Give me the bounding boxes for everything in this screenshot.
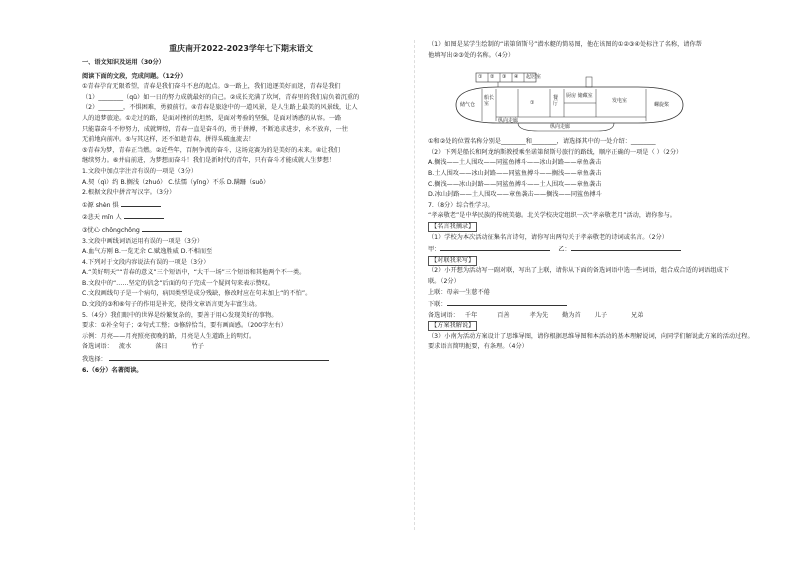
- diagram-label: ②: [490, 74, 495, 81]
- section-tag: 【方案我解说】: [428, 321, 477, 331]
- diagram-room: 船长室: [484, 95, 495, 108]
- question-5: 5.（4分）我们眼中的世界是纷繁复杂的，要善于用心发现美好的事物。: [82, 311, 278, 319]
- question-6-2: （2）下列是船长和阿龙纳斯教授乘坐诺第留斯号旅行的路线，顺序正确的一项是（ ）（2分）: [428, 148, 683, 156]
- passage-line: 继续努力。⑥并肩前进，为梦想而奋斗！我们是新时代的青年，只有奋斗才能成就人生梦想！: [82, 157, 336, 165]
- submarine-diagram: [438, 65, 698, 135]
- diagram-corridor: 纵向走廊: [498, 118, 519, 125]
- right-column: [428, 40, 758, 353]
- diagram-corridor: 纵向走廊: [550, 124, 571, 131]
- couplet-upper: 上联：母亲一生慈不倦: [428, 288, 490, 296]
- question-4: 4.下列对于文段内容说法有误的一项是（3分）: [82, 258, 210, 266]
- question-3-options: A.血气方刚 B.一览无余 C.赋逸胜威 D.不相而至: [82, 248, 213, 256]
- question-7-2: （2）小开想为活动写一副对联，写出了上联，请你从下面的备选词语中选一些词语，组合成合适的词语组成下: [428, 267, 729, 275]
- section-tag: 【对联我来写】: [428, 256, 477, 266]
- couplet-lower: 下联：: [428, 298, 758, 311]
- question-7-1-answers: 甲： 乙：: [428, 243, 758, 256]
- question-2: 2.根据文段中拼音写汉字。（3分）: [82, 189, 176, 197]
- page-title: 重庆南开2022-2023学年七下期末语文: [169, 44, 313, 53]
- left-column: [82, 58, 400, 376]
- question-5-words: 备选词语： 流水 落日 竹子: [82, 343, 204, 351]
- diagram-room: 餐厅: [553, 95, 559, 108]
- diagram-room: 厨房 储藏室: [566, 93, 593, 100]
- answer-blank[interactable]: [447, 298, 567, 306]
- question-6: 6.（6分）名著阅读。: [82, 366, 143, 374]
- question-2-item: ①源 shèn 惧: [82, 199, 400, 212]
- question-7: 7.（8分）综合性学习。: [428, 201, 494, 209]
- column-divider: [414, 40, 415, 530]
- passage-line: 只能靠奋斗不停努力，成就辉煌，青春一直是奋斗的，勇于拼搏，不断追求进步，永不放弃，一往: [82, 125, 349, 133]
- question-1-options: A.契（qì）约 B.搁浅（zhuó） C.怯懦（yǐng）不乐 D.蹒跚（suǒ）: [82, 178, 270, 186]
- question-1: 1.文段中加点字注音有误的一项是（3分）: [82, 167, 198, 175]
- diagram-label: ③: [502, 74, 507, 81]
- answer-blank[interactable]: [109, 353, 329, 361]
- question-7-3: （3）小南为活动方案设计了思维导图，请你根据思维导图和本活动的基本理解说词，向同学们解说此方案的活动过程。: [428, 332, 754, 340]
- question-7-1: （1）学校为本次活动征集名言诗句，请你写出两句关于孝亲敬老的诗词或名言。（2分）: [428, 233, 668, 241]
- passage-line: ⑤青春为梦，青春正当燃。②近些年，百舸争流的奋斗，这场竞赛为的是美好的未来。④让我们: [82, 146, 340, 154]
- question-2-item: ②悲天 mǐn 人: [82, 211, 400, 224]
- question-6-1b: 他填写出②③处的名称。（4分）: [428, 51, 515, 59]
- diagram-room: ①: [530, 100, 535, 107]
- section-tag: 【名言我摘录】: [428, 222, 477, 232]
- passage-line: （2）________，不惧困难，勇毅前行。④青春是旅途中的一道风景，是人生路上最美的风景线，让人: [82, 104, 358, 112]
- question-4-option: D.文段的③和⑥句子的作用是补充，使得文章语言更为丰富生动。: [82, 301, 261, 309]
- question-4-option: C.文段画线句子是一个病句，病因类型是成分残缺，修改时应在句末加上“的不怕”。: [82, 290, 312, 298]
- question-4-option: A.“美好明天”“青春的意义”三个短语中，“大干一场”三个短语和其他两个不一类。: [82, 269, 306, 277]
- diagram-label: ①: [478, 74, 483, 81]
- diagram-room: 储气仓: [460, 102, 476, 109]
- reading-heading: 阅读下面的文段，完成问题。（12分）: [82, 72, 187, 80]
- diagram-label: ④: [514, 74, 519, 81]
- question-6-1: （1）如图是某学生绘制的“诺第留斯号”潜水艇的简易图，他在该图的①②③④处标注了名称，请你帮: [428, 41, 702, 48]
- answer-blank[interactable]: [142, 224, 182, 232]
- answer-blank[interactable]: [440, 243, 550, 251]
- passage-line: 人的追梦旅途。①走过的路，是面对挫折的坦然，是面对考验的坚强，是面对诱惑的从容。一路: [82, 114, 342, 122]
- answer-blank[interactable]: [124, 211, 164, 219]
- question-6-2-option: B.土人围攻——冰山封路——同鲨鱼搏斗——搁浅——章鱼袭击: [428, 169, 602, 177]
- question-4-option: B.文段中的“……坚定的信念”后面的句子完成一个疑问句来表示赞叹。: [82, 279, 275, 287]
- passage-line: ①青春孕育无限希望，青春是我们奋斗不息的起点。③一路上，我们追逐美好而迷，青春是我们: [82, 83, 341, 91]
- section-heading: 一、语文知识及运用（30分）: [82, 59, 165, 66]
- diagram-room: 螺旋桨: [654, 102, 670, 109]
- answer-blank[interactable]: [571, 243, 681, 251]
- question-7-2b: 联。（2分）: [428, 277, 460, 285]
- question-6-2-option: C.搁浅——冰山封路——同鲨鱼搏斗——土人围攻——章鱼袭击: [428, 180, 602, 188]
- question-6-2-option: D.冰山封路——土人围攻——章鱼袭击——搁浅——同鲨鱼搏斗: [428, 191, 602, 199]
- diagram-label: 起居室: [526, 74, 542, 81]
- question-7-intro: “孝亲敬老”是中华民族的传统美德。北关学校决定组织一次“孝亲敬老月”活动，请你参与。: [428, 212, 676, 220]
- question-5-note: 要求：①补全句子；②句式工整；③修辞恰当，要有画面感。（200字左右）: [82, 322, 287, 330]
- diagram-room: 发电室: [612, 98, 628, 105]
- question-3: 3.文段中画线词语运用有误的一项是（3分）: [82, 237, 204, 245]
- question-6-2-option: A.搁浅——土人围攻——同鲨鱼搏斗——冰山封路——章鱼袭击: [428, 159, 602, 167]
- passage-line: 无前地向前冲。⑤与其这样，还不如趁青春，拼得头破血流去！: [82, 136, 255, 144]
- question-2-item: ③忧心 chōngchōng: [82, 224, 400, 237]
- question-6-1-fill: ①和②处的位置名称分别是________和________，请选择其中的一处介绍：________: [428, 138, 656, 146]
- question-5-answer: 我选择：: [82, 353, 400, 366]
- passage-line: （1）________（qǔ）如一日的努力成就最好的自己。②成长充满了坎坷，青春里的我们肩负着沉重的: [82, 93, 360, 101]
- question-7-3b: 要求语言简明扼要，有条理。（4分）: [428, 343, 528, 351]
- question-7-2-words: 备选词语： 千年 百善 孝为先 勤为首 儿子 兄弟: [428, 311, 644, 319]
- answer-blank[interactable]: [121, 199, 161, 207]
- question-5-example: 示例：月亮——月亮照亮夜晚的路，月亮是人生道路上的明灯。: [82, 332, 256, 340]
